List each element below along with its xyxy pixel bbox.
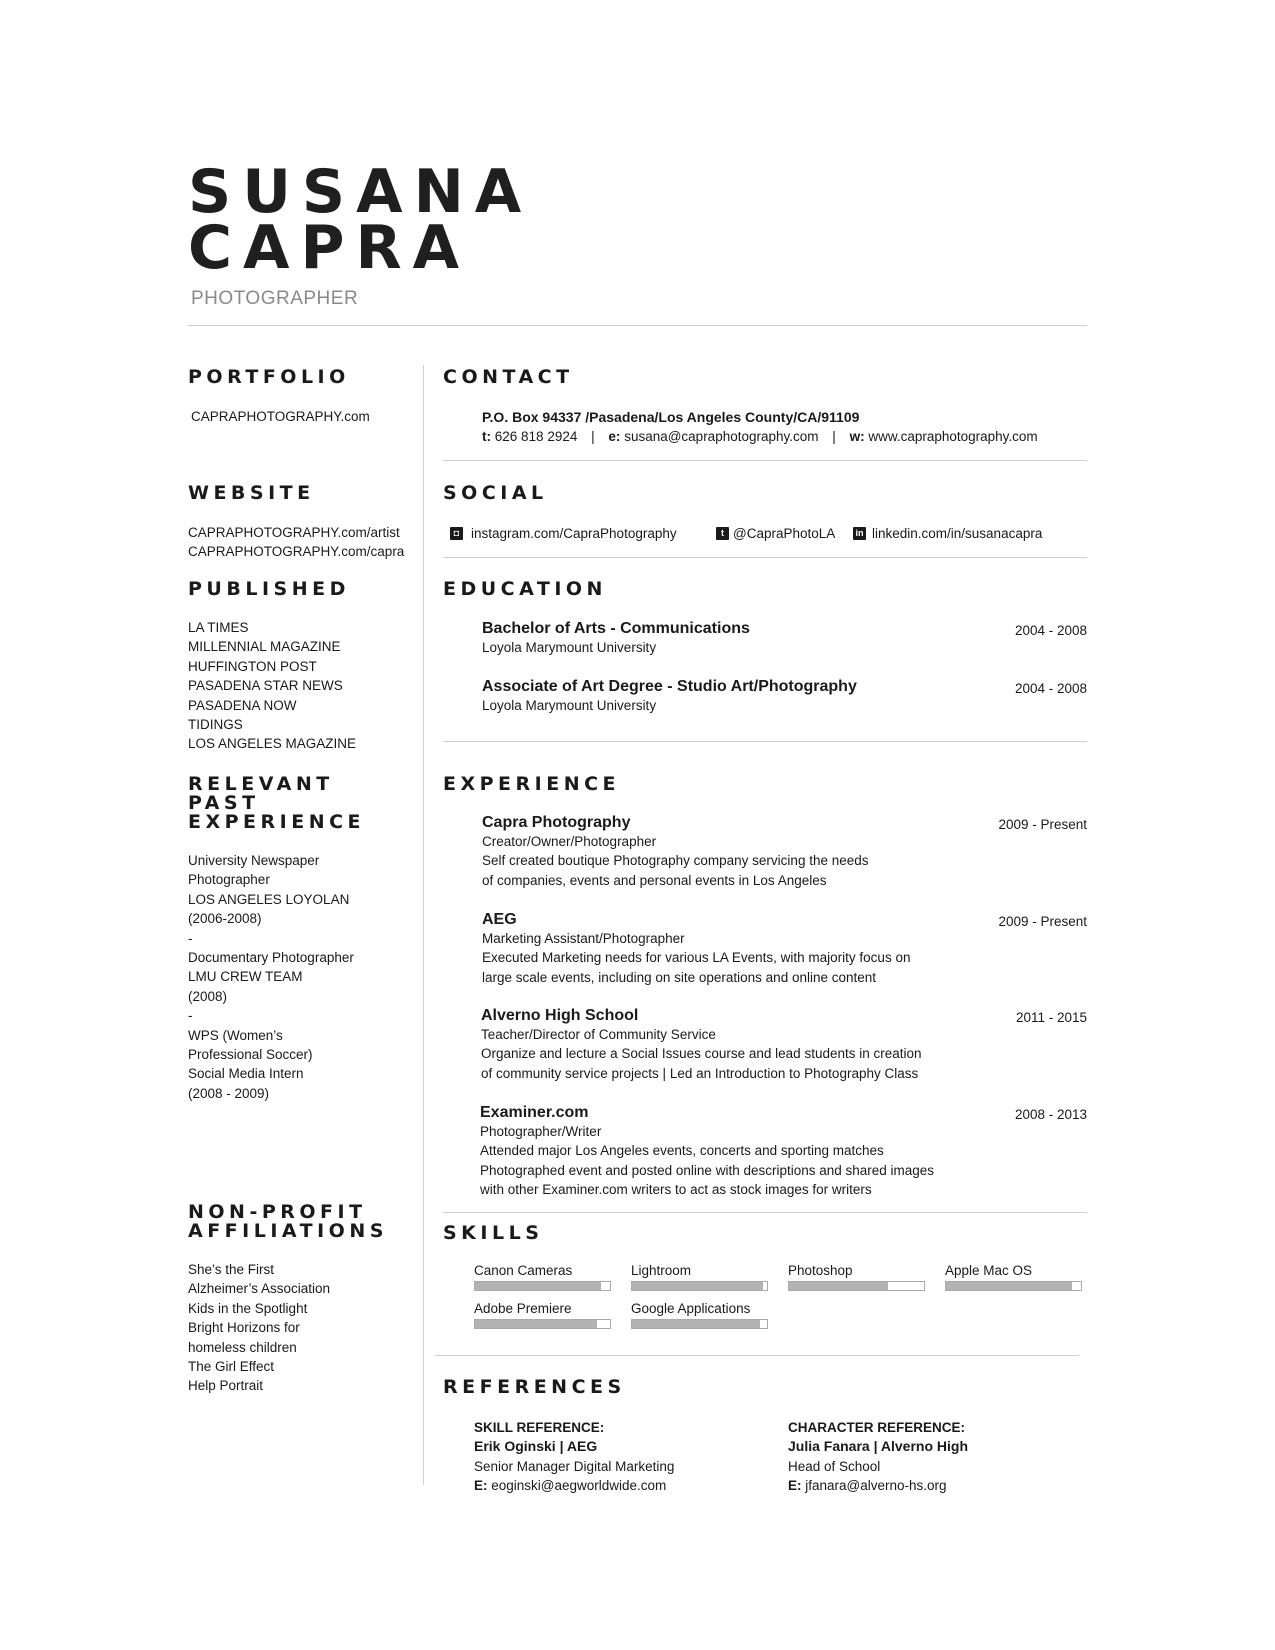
nonprofit-heading: AFFILIATIONS <box>188 1220 388 1242</box>
twitter-icon: t <box>716 527 729 540</box>
company-name: Examiner.com <box>480 1104 589 1121</box>
skill-bar <box>631 1281 768 1291</box>
nonprofit-section <box>188 1203 418 1396</box>
references-heading: REFERENCES <box>443 1376 626 1398</box>
skill-item <box>631 1262 768 1291</box>
experience-dates: 2009 - Present <box>998 817 1087 832</box>
reference-name: Erik Oginski | AEG <box>474 1438 598 1455</box>
website-section <box>188 484 418 562</box>
phone-value[interactable]: 626 818 2924 <box>494 429 578 444</box>
education-heading: EDUCATION <box>443 578 607 600</box>
experience-line: Organize and lecture a Social Issues course and lead students in creation <box>481 1046 922 1062</box>
reference-label: SKILL REFERENCE: <box>474 1420 605 1435</box>
web-label: w: <box>849 429 865 444</box>
relevant-heading: RELEVANT <box>188 773 334 795</box>
company-name: AEG <box>482 911 517 928</box>
experience-line: Teacher/Director of Community Service <box>481 1027 716 1042</box>
skill-item <box>474 1300 611 1329</box>
experience-entry <box>482 814 869 890</box>
experience-line: of community service projects | Led an Introduction to Photography Class <box>481 1065 919 1081</box>
skills-divider <box>435 1355 1079 1356</box>
contact-heading: CONTACT <box>443 366 574 388</box>
reference-role: Senior Manager Digital Marketing <box>474 1458 675 1474</box>
skill-bar <box>945 1281 1082 1291</box>
skill-name: Apple Mac OS <box>945 1263 1033 1278</box>
reference-email[interactable]: eoginski@aegworldwide.com <box>491 1478 667 1494</box>
experience-line: of companies, events and personal events in Los Angeles <box>482 872 827 888</box>
portfolio-heading: PORTFOLIO <box>188 366 350 388</box>
email-value[interactable]: susana@capraphotography.com <box>624 429 819 444</box>
experience-entry <box>481 1007 922 1083</box>
relevant-line: Social Media Intern <box>188 1066 304 1082</box>
name-first: SUSANA <box>188 157 533 227</box>
column-divider <box>423 365 424 1485</box>
reference-name: Julia Fanara | Alverno High <box>788 1438 968 1455</box>
website-heading: WEBSITE <box>188 482 315 504</box>
portfolio-section <box>188 368 418 426</box>
experience-heading: EXPERIENCE <box>443 773 621 795</box>
skill-fill <box>475 1282 601 1290</box>
social-divider <box>443 557 1087 558</box>
name-last: CAPRA <box>188 213 471 283</box>
contact-address: P.O. Box 94337 /Pasadena/Los Angeles County/CA/91109 <box>482 409 860 425</box>
relevant-line: (2008) <box>188 988 228 1004</box>
separator: | <box>591 429 595 444</box>
skill-name: Adobe Premiere <box>474 1301 572 1316</box>
instagram-link[interactable] <box>450 526 677 541</box>
experience-dates: 2009 - Present <box>998 914 1087 929</box>
experience-line: large scale events, including on site operations and online content <box>482 969 877 985</box>
skill-reference <box>474 1418 674 1496</box>
published-item: HUFFINGTON POST <box>188 658 317 674</box>
experience-divider <box>443 1212 1087 1213</box>
nonprofit-heading: NON-PROFIT <box>188 1201 367 1223</box>
relevant-heading: PAST <box>188 792 260 814</box>
phone-label: t: <box>482 429 491 444</box>
nonprofit-item: She’s the First <box>188 1262 275 1277</box>
nonprofit-item: Kids in the Spotlight <box>188 1300 308 1316</box>
separator: | <box>832 429 836 444</box>
relevant-line: - <box>188 930 193 946</box>
reference-label: CHARACTER REFERENCE: <box>788 1420 966 1435</box>
nonprofit-item: Alzheimer’s Association <box>188 1281 331 1297</box>
published-item: MILLENNIAL MAGAZINE <box>188 639 341 655</box>
experience-line: Self created boutique Photography company servicing the needs <box>482 853 869 869</box>
degree-title: Associate of Art Degree - Studio Art/Photography <box>482 678 857 695</box>
relevant-line: - <box>188 1008 193 1024</box>
experience-line: with other Examiner.com writers to act as stock images for writers <box>480 1182 872 1198</box>
nonprofit-item: Bright Horizons for <box>188 1320 300 1336</box>
school-name: Loyola Marymount University <box>482 698 657 713</box>
skill-fill <box>632 1282 763 1290</box>
relevant-experience-section <box>188 775 418 1103</box>
experience-dates: 2011 - 2015 <box>1015 1010 1087 1025</box>
skill-fill <box>475 1320 597 1328</box>
published-heading: PUBLISHED <box>188 578 350 600</box>
skill-fill <box>789 1282 888 1290</box>
reference-email[interactable]: jfanara@alverno-hs.org <box>805 1478 947 1494</box>
portfolio-link[interactable]: CAPRAPHOTOGRAPHY.com <box>191 409 370 424</box>
skill-item <box>945 1262 1082 1291</box>
degree-title: Bachelor of Arts - Communications <box>482 620 750 637</box>
reference-email-label: E: <box>788 1478 802 1494</box>
skills-heading: SKILLS <box>443 1222 544 1244</box>
reference-email-label: E: <box>474 1478 488 1494</box>
social-heading: SOCIAL <box>443 482 548 504</box>
education-dates: 2004 - 2008 <box>1014 623 1087 638</box>
skill-bar <box>788 1281 925 1291</box>
instagram-icon: ◘ <box>450 527 463 540</box>
relevant-line: LMU CREW TEAM <box>188 969 303 985</box>
skill-item <box>474 1262 611 1291</box>
published-item: LOS ANGELES MAGAZINE <box>188 736 357 752</box>
education-entry <box>482 620 750 657</box>
skill-fill <box>632 1320 760 1328</box>
skill-bar <box>474 1319 611 1329</box>
linkedin-text: linkedin.com/in/susanacapra <box>872 526 1043 541</box>
linkedin-link[interactable] <box>853 526 1042 541</box>
experience-line: Attended major Los Angeles events, concerts and sporting matches <box>480 1143 884 1159</box>
published-item: TIDINGS <box>188 717 243 733</box>
education-dates: 2004 - 2008 <box>1014 681 1087 696</box>
website-link[interactable]: CAPRAPHOTOGRAPHY.com/artist <box>188 525 400 540</box>
experience-line: Photographer/Writer <box>480 1124 602 1139</box>
experience-line: Creator/Owner/Photographer <box>482 834 657 849</box>
twitter-link[interactable] <box>716 526 835 541</box>
web-value[interactable]: www.capraphotography.com <box>868 429 1038 444</box>
school-name: Loyola Marymount University <box>482 640 657 655</box>
relevant-line: Documentary Photographer <box>188 950 354 966</box>
experience-entry <box>480 1104 934 1200</box>
skill-item <box>631 1300 768 1329</box>
twitter-text: @CapraPhotoLA <box>733 526 836 541</box>
education-divider <box>443 741 1087 742</box>
relevant-line: (2006-2008) <box>188 911 262 927</box>
experience-line: Photographed event and posted online with descriptions and shared images <box>480 1162 935 1178</box>
relevant-line: (2008 - 2009) <box>188 1085 270 1101</box>
nonprofit-item: Help Portrait <box>188 1378 264 1394</box>
published-section <box>188 580 418 754</box>
header-divider <box>188 325 1087 326</box>
email-label: e: <box>608 429 621 444</box>
linkedin-icon: in <box>853 527 866 540</box>
job-title: PHOTOGRAPHER <box>191 288 359 309</box>
relevant-heading: EXPERIENCE <box>188 811 366 833</box>
contact-details <box>482 429 1038 444</box>
skill-name: Photoshop <box>788 1263 853 1278</box>
experience-dates: 2008 - 2013 <box>1014 1107 1087 1122</box>
skill-name: Google Applications <box>631 1301 751 1316</box>
published-item: PASADENA NOW <box>188 697 297 713</box>
relevant-line: WPS (Women’s <box>188 1027 283 1043</box>
website-link[interactable]: CAPRAPHOTOGRAPHY.com/capra <box>188 544 405 560</box>
relevant-line: University Newspaper <box>188 853 320 868</box>
skill-item <box>788 1262 925 1291</box>
company-name: Alverno High School <box>481 1007 639 1024</box>
skill-name: Canon Cameras <box>474 1263 573 1278</box>
relevant-line: LOS ANGELES LOYOLAN <box>188 891 350 907</box>
skill-name: Lightroom <box>631 1263 692 1278</box>
company-name: Capra Photography <box>482 814 631 831</box>
relevant-line: Photographer <box>188 872 270 888</box>
instagram-text: instagram.com/CapraPhotography <box>471 526 677 541</box>
published-item: LA TIMES <box>188 620 249 635</box>
experience-line: Marketing Assistant/Photographer <box>482 931 685 946</box>
education-entry <box>482 678 857 715</box>
nonprofit-item: homeless children <box>188 1339 297 1355</box>
nonprofit-item: The Girl Effect <box>188 1359 275 1375</box>
relevant-line: Professional Soccer) <box>188 1047 313 1063</box>
experience-line: Executed Marketing needs for various LA Events, with majority focus on <box>482 950 911 966</box>
reference-role: Head of School <box>788 1458 881 1474</box>
contact-divider <box>443 460 1087 461</box>
character-reference <box>788 1418 968 1496</box>
experience-entry <box>482 911 910 987</box>
skill-bar <box>631 1319 768 1329</box>
published-item: PASADENA STAR NEWS <box>188 678 343 694</box>
skill-fill <box>946 1282 1072 1290</box>
skill-bar <box>474 1281 611 1291</box>
